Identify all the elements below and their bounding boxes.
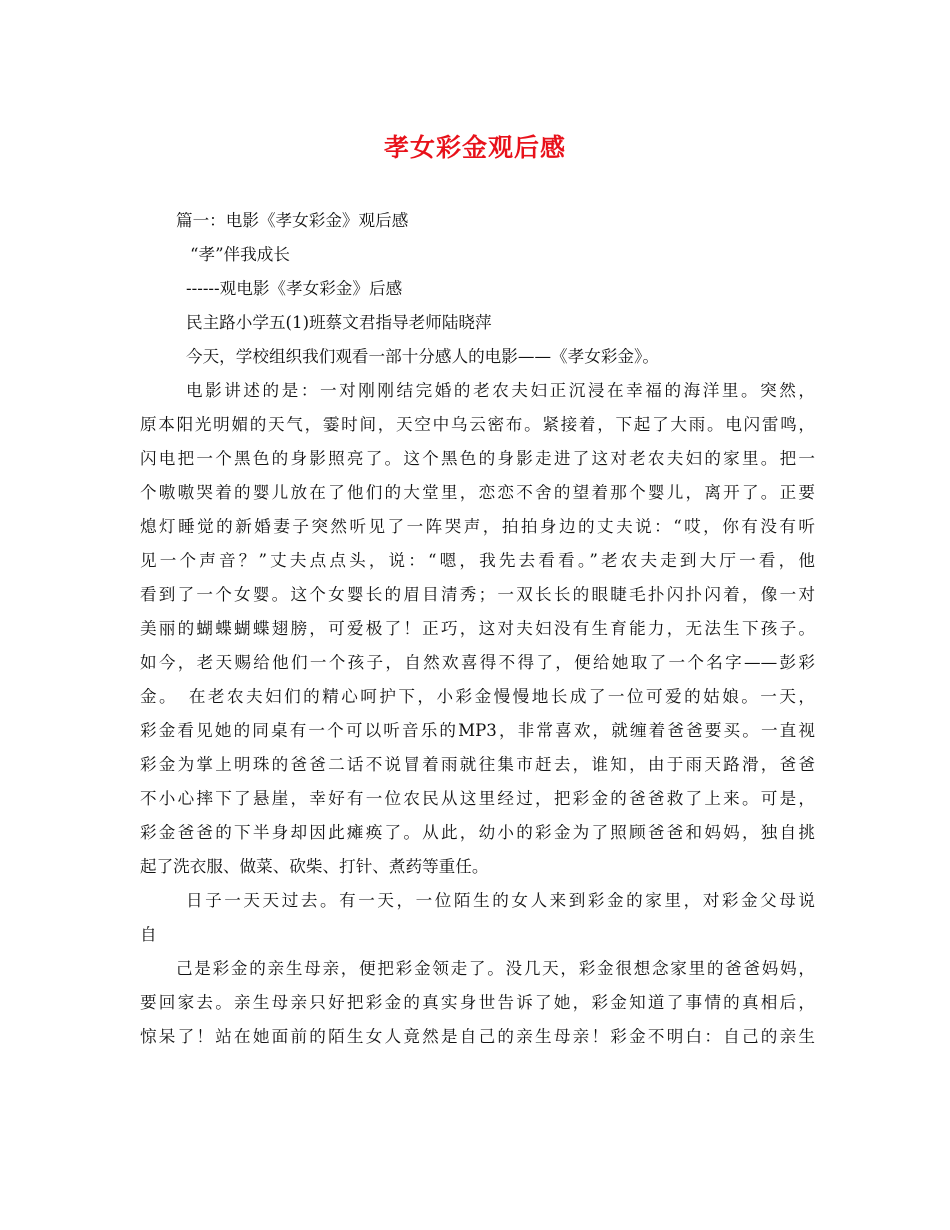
text-line: 彩金爸爸的下半身却因此瘫痪了。从此，幼小的彩金为了照顾爸爸和妈妈，独自挑 (140, 823, 815, 842)
text-line: 今天，学校组织我们观看一部十分感人的电影——《孝女彩金》。 (186, 347, 659, 366)
text-line: 不小心摔下了悬崖，幸好有一位农民从这里经过，把彩金的爸爸救了上来。可是， (140, 789, 815, 808)
text-line: 要回家去。亲生母亲只好把彩金的真实身世告诉了她，彩金知道了事情的真相后， (140, 993, 815, 1012)
text-line: 电影讲述的是：一对刚刚结完婚的老农夫妇正沉浸在幸福的海洋里。突然， (186, 381, 815, 400)
text-line: 如今，老天赐给他们一个孩子，自然欢喜得不得了，便给她取了一个名字——彭彩 (140, 653, 815, 672)
text-line: 民主路小学五(1)班蔡文君指导老师陆晓萍 (186, 313, 492, 332)
text-line: 自 (140, 925, 157, 944)
document-body (140, 204, 815, 1054)
text-line: 美丽的蝴蝶蝴蝶翅膀，可爱极了！正巧，这对夫妇没有生育能力，无法生下孩子。 (140, 619, 815, 638)
text-line: 看到了一个女婴。这个女婴长的眉目清秀；一双长长的眼睫毛扑闪扑闪着，像一对 (140, 585, 815, 604)
text-line: 起了洗衣服、做菜、砍柴、打针、煮药等重任。 (140, 857, 489, 876)
text-line: 闪电把一个黑色的身影照亮了。这个黑色的身影走进了这对老农夫妇的家里。把一 (140, 449, 815, 468)
text-line: “孝”伴我成长 (190, 245, 290, 264)
text-line: 彩金为掌上明珠的爸爸二话不说冒着雨就往集市赶去，谁知，由于雨天路滑，爸爸 (140, 755, 815, 774)
text-line: 彩金看见她的同桌有一个可以听音乐的MP3，非常喜欢，就缠着爸爸要买。一直视 (140, 721, 815, 740)
document-title: 孝女彩金观后感 (383, 133, 566, 162)
text-line: 金。 在老农夫妇们的精心呵护下，小彩金慢慢地长成了一位可爱的姑娘。一天， (140, 687, 815, 706)
text-line: 个嗷嗷哭着的婴儿放在了他们的大堂里，恋恋不舍的望着那个婴儿，离开了。正要 (140, 483, 815, 502)
text-line: 见一个声音？”丈夫点点头，说：“嗯，我先去看看。”老农夫走到大厅一看，他 (140, 551, 815, 570)
text-line: 己是彩金的亲生母亲，便把彩金领走了。没几天，彩金很想念家里的爸爸妈妈， (176, 959, 815, 978)
text-line: ------观电影《孝女彩金》后感 (186, 279, 403, 298)
text-line: 原本阳光明媚的天气，霎时间，天空中乌云密布。紧接着，下起了大雨。电闪雷鸣， (140, 415, 815, 434)
text-line: 篇一：电影《孝女彩金》观后感 (176, 211, 409, 230)
text-line: 熄灯睡觉的新婚妻子突然听见了一阵哭声，拍拍身边的丈夫说：“哎，你有没有听 (140, 517, 815, 536)
text-line: 惊呆了！站在她面前的陌生女人竟然是自己的亲生母亲！彩金不明白：自己的亲生 (140, 1027, 815, 1046)
text-line: 日子一天天过去。有一天，一位陌生的女人来到彩金的家里，对彩金父母说 (186, 891, 815, 910)
